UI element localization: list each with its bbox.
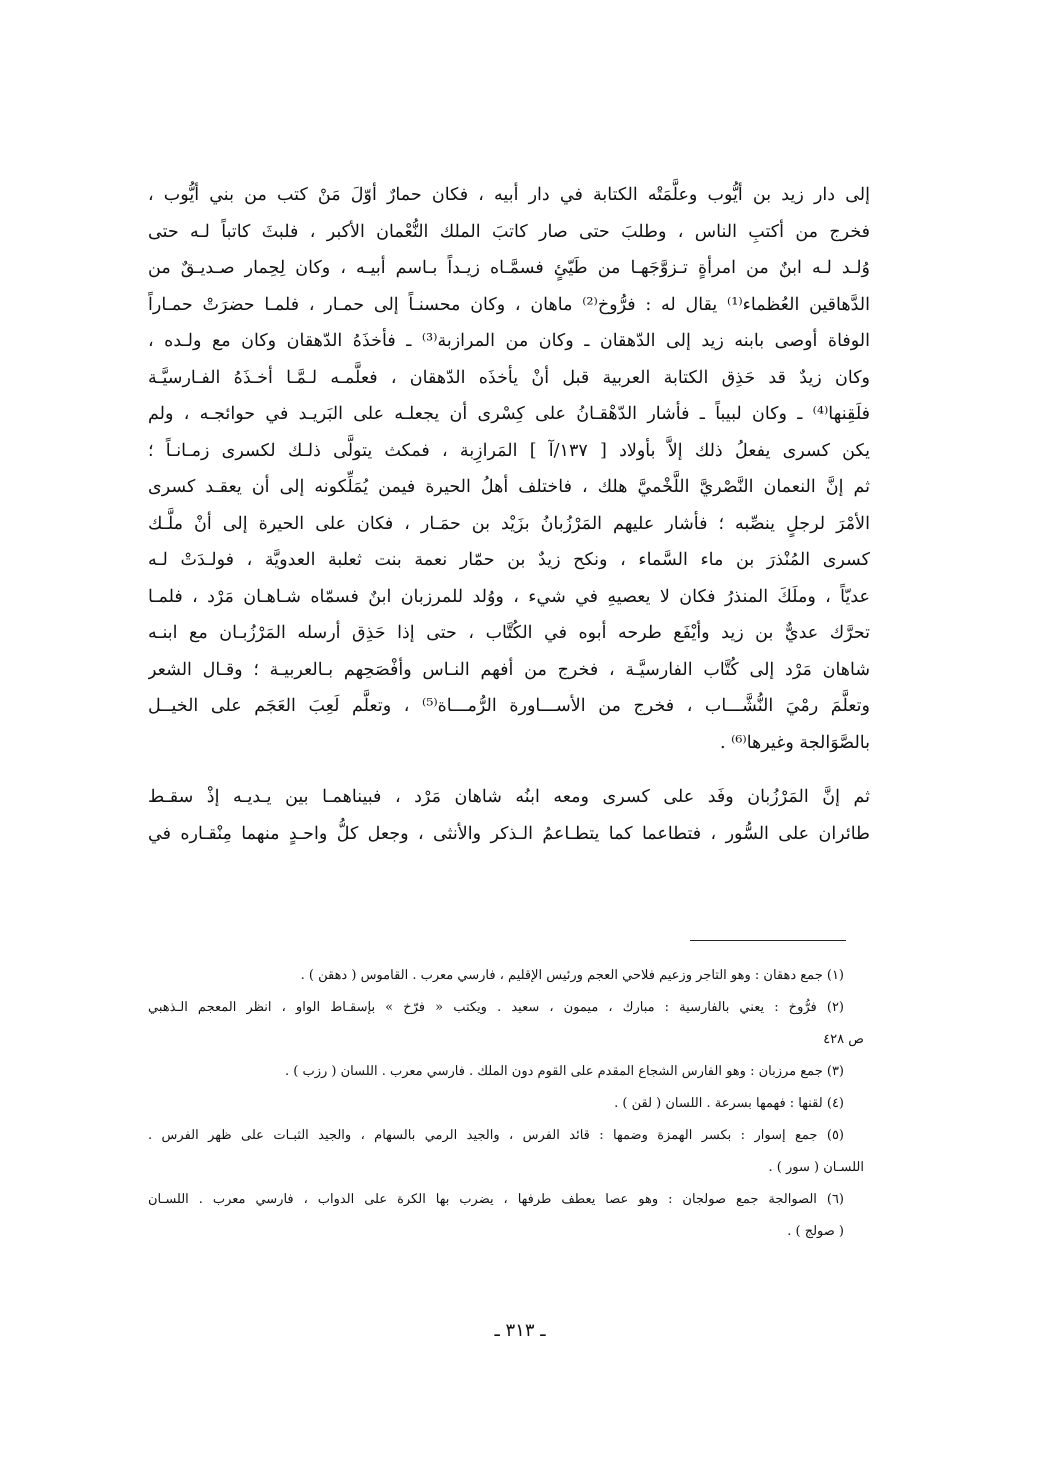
footnote: (٥) جمع إسوار : بكسر الهمزة وضمها : قائد الفرس ، والجيد الرمي بالسهام ، والجيد الثبـات على ظهر الفرس . [148,1128,844,1143]
text-line: فخرج من أكتبِ الناس ، وطلبَ حتى صار كاتبَ الملك النُّعْمان الأكبر ، فلبثَ كاتباً لـه حتى [148,221,870,242]
text-line: الدَّهاقين العُظماء⁽¹⁾ يقال له : فرُّوخ⁽²⁾ ماهان ، وكان محسنـاً إلى حمـار ، فلمـا حضرَتْ حمـاراً [148,294,870,315]
footnote-continuation: ( صولج ) . [787,1224,844,1239]
footnote: (٣) جمع مرزبان : وهو الفارس الشجاع المقدم على القوم دون الملك . فارسي معرب . اللسان ( رزب ) . [284,1064,844,1079]
text-line: وتعلَّمَ رمْيَ النُّشَّـــاب ، فخرج من الأســـاورة الرُّمـــاة⁽⁵⁾ ، وتعلَّم لَعِبَ العَجَم على الخيــل [148,696,870,716]
footnotes [148,960,864,1248]
footnote-continuation: اللسـان ( سور ) . [768,1160,864,1175]
text-line: تحرَّك عديٌّ بن زيد وأيْفَع طرحه أبوه في الكُتَّاب ، حتى إذا حَذِق أرسله المَرْزُبـان مع ابنـه [148,623,870,643]
text-line: عديّاً ، وملَكَ المنذرُ فكان لا يعصيهِ في شيء ، ووُلد للمرزبان ابنٌ فسمّاه شـاهـان مَرْد ، فلمـا [148,586,870,607]
page-number: ـ ٣١٣ ـ [494,1320,546,1341]
footnote: (٤) لقنها : فهمها بسرعة . اللسان ( لقن ) . [614,1096,844,1111]
text-line: بالصَّوَالجة وغيرها⁽⁶⁾ . [719,732,870,753]
text-line: وكان زيدٌ قد حَذِق الكتابة العربية قبل أنْ يأخذَه الدّهقان ، فعلَّمـه لـمَّـا أخـذَهُ الفـارسيَّـة [148,367,870,388]
text-line: ثم إنَّ المَرْزُبان وفَد على كسرى ومعه ابنُه شاهان مَرْد ، فبيناهمـا بين يـديـه إذْ سقـط [148,787,870,807]
paragraph-gap [148,761,870,779]
footnote: (١) جمع دهقان : وهو التاجر وزعيم فلاحي العجم ورئيس الإقليم ، فارسي معرب . القاموس ( دهقن ) . [300,968,844,983]
main-text [148,177,870,852]
footnote: (٢) فرُّوخ : يعني بالفارسية : مبارك ، ميمون ، سعيد . ويكتب « فرّخ » بإسقـاط الواو ، انظر المعجم الـذهبي [148,1000,844,1015]
footnote: (٦) الصوالجة جمع صولجان : وهو عصا يعطف طرفها ، يضرب بها الكرة على الدواب ، فارسي معرب . اللسـان [148,1192,844,1207]
text-line: شاهان مَرْد إلى كُتَّاب الفارسيَّـة ، فخرج من أفهم النـاس وأفْصَحِهم بـالعربيـة ؛ وقـال الشعر [148,659,870,680]
text-line: الوفاة أوصى بابنه زيد إلى الدّهقان ـ وكان من المرازبة⁽³⁾ ـ فأخذَهُ الدّهقان وكان مع ولـده ، [148,331,870,351]
text-line: يكن كسرى يفعلُ ذلك إلاَّ بأولاد [ ١٣٧/آ ] المَرازِبة ، فمكث يتولَّى ذلـك لكسرى زمـانـاً ؛ [148,440,870,461]
footnote-separator [690,940,846,941]
text-line: وُلـد لـه ابنٌ من امرأةٍ تـزوَّجَهـا من طَيّئٍ فسمَّـاه زيـداً بـاسم أبيـه ، وكان لِحِمار صـديـقٌ من [148,258,870,278]
text-line: كسرى المُنْذرَ بن ماء السَّماء ، ونكح زيدٌ بن حمّار نعمة بنت ثعلبة العدويَّة ، فولـدَتْ لـه [148,550,870,570]
text-line: طائران على السُّور ، فتطاعما كما يتطـاعمُ الـذكر والأنثى ، وجعل كلُّ واحـدٍ منهما مِنْقـاره في [148,823,870,844]
text-line: فلَقِنها⁽⁴⁾ ـ وكان لبيباً ـ فأشار الدّهْقـانُ على كِسْرى أن يجعلـه على البَريـد في حوائجـه ، ولم [148,404,870,424]
text-line: إلى دار زيد بن أيُّوب وعلَّمَتْه الكتابة في دار أبيه ، فكان حمارٌ أوّلَ مَنْ كتب من بني أيُّوب ، [148,185,870,205]
text-line: الأمْرَ لرجلٍ ينصِّبه ؛ فأشار عليهم المَرْزُبانُ بزَيْد بن حمَـار ، فكان على الحيرة إلى أنْ ملَّـك [148,513,870,534]
footnote-continuation: ص ٤٢٨ [823,1032,864,1047]
text-line: ثم إنَّ النعمان النَّصْريَّ اللَّخْميَّ هلك ، فاختلف أهلُ الحيرة فيمن يُمَلِّكونه إلى أن يعقـد كسرى [148,477,870,497]
